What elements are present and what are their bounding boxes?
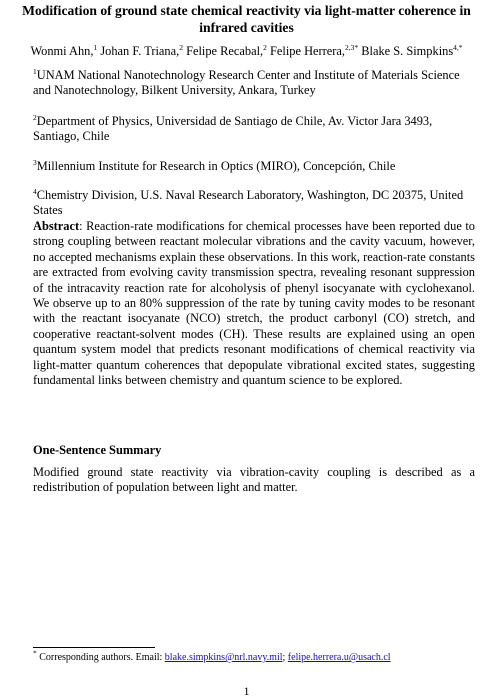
affiliation [33,188,475,219]
footnote-divider [33,647,155,648]
author-name: Wonmi Ahn, [30,44,94,58]
affiliation-mark: 3 [33,157,37,167]
author-name: Felipe Herrera, [270,44,346,58]
page-number: 1 [243,684,250,698]
affiliation [33,68,475,99]
abstract-text: : Reaction-rate modifications for chemical processes have been reported due to strong coupling between reactant molecular vibrations and the cavity vacuum, however, no accepted mechanisms explain these observations. In this work, reaction-rate constants are extracted from evolving cavity transmission spectra, revealing resonant suppression of the intracavity reaction rate for alcoholysis of phenyl isocyanate with cyclohexanol. We observe up to an 80% suppression of the rate by tuning cavity modes to be resonant with the reactant isocyanate (NCO) stretch, the product carbonyl (CO) stretch, and cooperative reactant-solvent modes (CH). These results are explained using an open quantum system model that predicts resonant modifications of chemical reactivity via light-matter quantum coherences that depopulate vibrational excited states, suggesting fundamental links between chemistry and quantum science to be explored. [33,219,475,388]
affiliation-text: UNAM National Nanotechnology Research Center and Institute of Materials Science and Nanotechnology, Bilkent University, Ankara, Turkey [33,68,460,98]
affiliation-mark: 4 [33,186,37,196]
abstract [33,219,475,388]
author-affiliation-mark: 2 [179,42,183,52]
author-name: Blake S. Simpkins [361,44,454,58]
author-name: Felipe Recabal, [186,44,264,58]
affiliation [33,159,475,174]
affiliation-mark: 2 [33,112,37,122]
footnote [33,648,391,664]
abstract-label: Abstract [33,219,80,233]
email-link-herrera[interactable]: felipe.herrera.u@usach.cl [287,652,391,663]
author-affiliation-mark: 2,3* [345,42,359,52]
paper-title: Modification of ground state chemical reactivity via light-matter coherence in infrared cavities [22,3,471,35]
footnote-mark: * [33,648,37,658]
author-affiliation-mark: 4,* [453,42,463,52]
author-affiliation-mark: 2 [263,42,267,52]
affiliation-text: Department of Physics, Universidad de Santiago de Chile, Av. Victor Jara 3493, Santiago, Chile [33,114,433,144]
author-list [20,44,473,59]
summary-heading: One-Sentence Summary [33,443,162,457]
footnote-separator: ; [282,652,288,663]
affiliation-text: Millennium Institute for Research in Optics (MIRO), Concepción, Chile [36,159,396,173]
footnote-text: Corresponding authors. Email: [36,652,165,663]
affiliation [33,114,475,145]
summary-text: Modified ground state reactivity via vibration-cavity coupling is described as a redistribution of population between light and matter. [33,465,475,495]
author-affiliation-mark: 1 [93,42,98,52]
email-link-simpkins[interactable]: blake.simpkins@nrl.navy.mil [164,652,283,663]
author-name: Johan F. Triana, [100,44,180,58]
affiliation-mark: 1 [33,66,37,76]
affiliation-text: Chemistry Division, U.S. Naval Research Laboratory, Washington, DC 20375, United States [33,188,464,218]
